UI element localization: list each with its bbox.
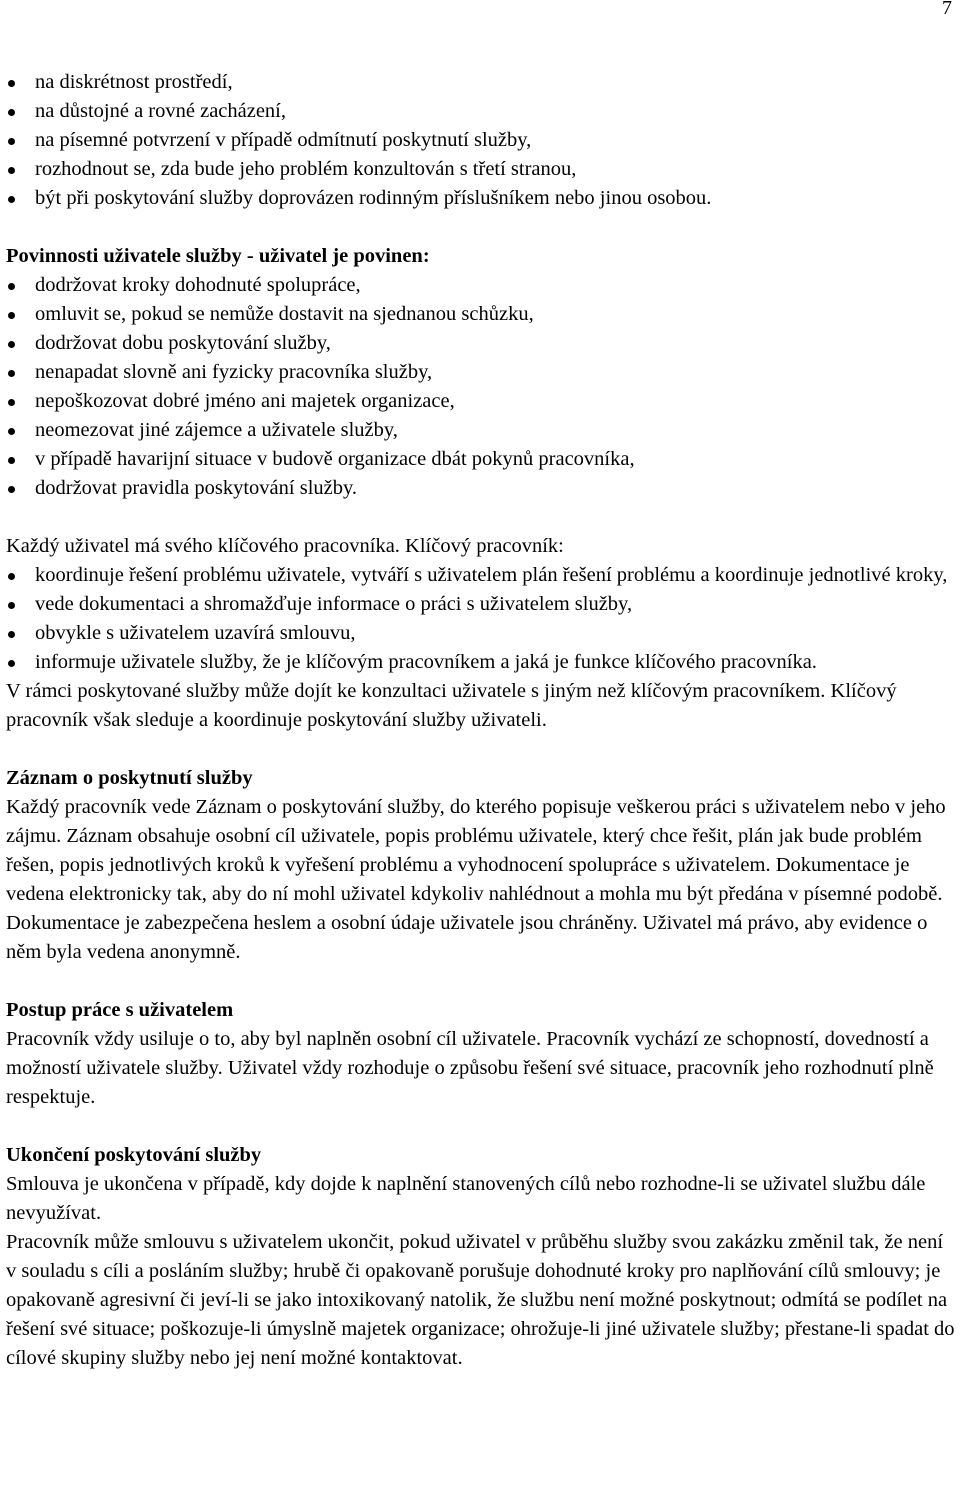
page-number: 7 (942, 0, 952, 19)
record-text: Každý pracovník vede Záznam o poskytování služby, do kterého popisuje veškerou práci s uživatelem nebo v jeho zájmu. Záznam obsahuje osobní cíl uživatele, popis problému uživatele, který chce řešit, plán jak bude problém řešen, popis jednotlivých kroků k vyřešení problému a vyhodnocení spolupráce s uživatelem. Dokumentace je vedena elektronicky tak, aby do ní mohl uživatel kdykoliv nahlédnout a mohla mu být předána v písemné podobě. Dokumentace je zabezpečena heslem a osobní údaje uživatele jsou chráněny. Uživatel má právo, aby evidence o něm byla vedena anonymně. (6, 796, 946, 963)
document-body (6, 68, 958, 1373)
list-item: v případě havarijní situace v budově organizace dbát pokynů pracovníka, (6, 445, 958, 474)
rights-list (6, 68, 958, 213)
list-item: koordinuje řešení problému uživatele, vytváří s uživatelem plán řešení problému a koordinuje jednotlivé kroky, (6, 561, 958, 590)
list-item: být při poskytování služby doprovázen rodinným příslušníkem nebo jinou osobou. (6, 184, 958, 213)
list-item: dodržovat pravidla poskytování služby. (6, 474, 958, 503)
record-heading: Záznam o poskytnutí služby (6, 767, 253, 789)
list-item: dodržovat kroky dohodnuté spolupráce, (6, 271, 958, 300)
termination-heading: Ukončení poskytování služby (6, 1144, 262, 1166)
list-item: neomezovat jiné zájemce a uživatele služby, (6, 416, 958, 445)
list-item: nenapadat slovně ani fyzicky pracovníka služby, (6, 358, 958, 387)
key-worker-list (6, 561, 958, 677)
list-item: informuje uživatele služby, že je klíčovým pracovníkem a jaká je funkce klíčového pracovníka. (6, 648, 958, 677)
procedure-heading: Postup práce s uživatelem (6, 999, 234, 1021)
list-item: na důstojné a rovné zacházení, (6, 97, 958, 126)
key-worker-outro: V rámci poskytované služby může dojít ke konzultaci uživatele s jiným než klíčovým pracovníkem. Klíčový pracovník však sleduje a koordinuje poskytování služby uživateli. (6, 680, 897, 731)
list-item: obvykle s uživatelem uzavírá smlouvu, (6, 619, 958, 648)
duties-list (6, 271, 958, 503)
termination-text-1: Smlouva je ukončena v případě, kdy dojde k naplnění stanovených cílů nebo rozhodne-li se uživatel službu dále nevyužívat. (6, 1173, 926, 1224)
list-item: nepoškozovat dobré jméno ani majetek organizace, (6, 387, 958, 416)
list-item: vede dokumentaci a shromažďuje informace o práci s uživatelem služby, (6, 590, 958, 619)
list-item: omluvit se, pokud se nemůže dostavit na sjednanou schůzku, (6, 300, 958, 329)
procedure-text: Pracovník vždy usiluje o to, aby byl naplněn osobní cíl uživatele. Pracovník vychází ze schopností, dovedností a možností uživatele služby. Uživatel vždy rozhoduje o způsobu řešení své situace, pracovník jeho rozhodnutí plně respektuje. (6, 1028, 934, 1108)
list-item: na diskrétnost prostředí, (6, 68, 958, 97)
termination-text-2: Pracovník může smlouvu s uživatelem ukončit, pokud uživatel v průběhu služby svou zakázku změnil tak, že není v souladu s cíli a posláním služby; hrubě či opakovaně porušuje dohodnuté kroky pro naplňování cílů smlouvy; je opakovaně agresivní či jeví-li se jako intoxikovaný natolik, že službu není možné poskytnout; odmítá se podílet na řešení své situace; poškozuje-li úmyslně majetek organizace; ohrožuje-li jiné uživatele služby; přestane-li spadat do cílové skupiny služby nebo jej není možné kontaktovat. (6, 1231, 955, 1369)
list-item: rozhodnout se, zda bude jeho problém konzultován s třetí stranou, (6, 155, 958, 184)
key-worker-intro: Každý uživatel má svého klíčového pracovníka. Klíčový pracovník: (6, 535, 564, 557)
list-item: na písemné potvrzení v případě odmítnutí poskytnutí služby, (6, 126, 958, 155)
duties-heading: Povinnosti uživatele služby - uživatel je povinen: (6, 245, 430, 267)
list-item: dodržovat dobu poskytování služby, (6, 329, 958, 358)
